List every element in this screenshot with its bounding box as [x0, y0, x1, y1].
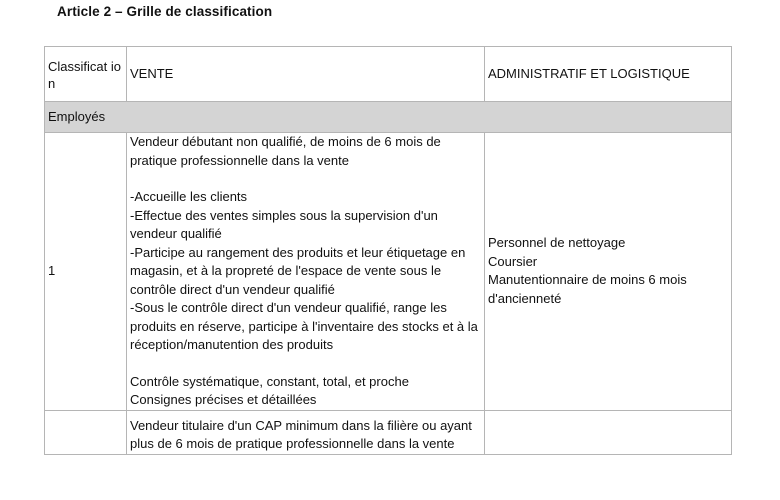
- classification-table: [44, 46, 732, 455]
- vente-description: [127, 133, 485, 411]
- header-administratif: ADMINISTRATIF ET LOGISTIQUE: [485, 47, 732, 102]
- header-classification: Classificat ion: [45, 47, 127, 102]
- vente-description: [127, 410, 485, 454]
- vente-task-list: [130, 188, 481, 355]
- list-item: Manutentionnaire de moins 6 mois d'ancienneté: [488, 272, 687, 306]
- list-item: -Accueille les clients: [130, 189, 248, 204]
- admin-logistique-description: [485, 410, 732, 454]
- list-item: Personnel de nettoyage: [488, 235, 626, 251]
- classification-level: [45, 410, 127, 454]
- table-row: [45, 133, 732, 411]
- list-item: -Participe au rangement des produits et leur étiquetage en magasin, et à la propreté de l'espace de vente sous le contrôle direct d'un vendeur qualifié: [130, 244, 466, 297]
- section-row-employes: [45, 102, 732, 133]
- vente-control-line: Consignes précises et détaillées: [130, 392, 317, 407]
- vente-intro: Vendeur titulaire d'un CAP minimum dans la filière ou ayant plus de 6 mois de pratique professionnelle dans la vente: [130, 417, 472, 451]
- vente-intro: Vendeur débutant non qualifié, de moins de 6 mois de pratique professionnelle dans la vente: [130, 134, 441, 168]
- list-item: -Sous le contrôle direct d'un vendeur qualifié, range les produits en réserve, participe à l'inventaire des stocks et à la réception/manutention des produits: [130, 300, 478, 352]
- table-header-row: [45, 47, 732, 102]
- header-vente: VENTE: [127, 47, 485, 102]
- table-row: [45, 410, 732, 454]
- classification-level: 1: [45, 133, 127, 411]
- document-title: Article 2 – Grille de classification: [57, 4, 273, 19]
- admin-logistique-description: [485, 133, 732, 411]
- section-label: Employés: [45, 102, 732, 133]
- list-item: Coursier: [488, 253, 538, 269]
- list-item: -Effectue des ventes simples sous la supervision d'un vendeur qualifié: [130, 207, 438, 241]
- vente-control-line: Contrôle systématique, constant, total, et proche: [130, 373, 409, 389]
